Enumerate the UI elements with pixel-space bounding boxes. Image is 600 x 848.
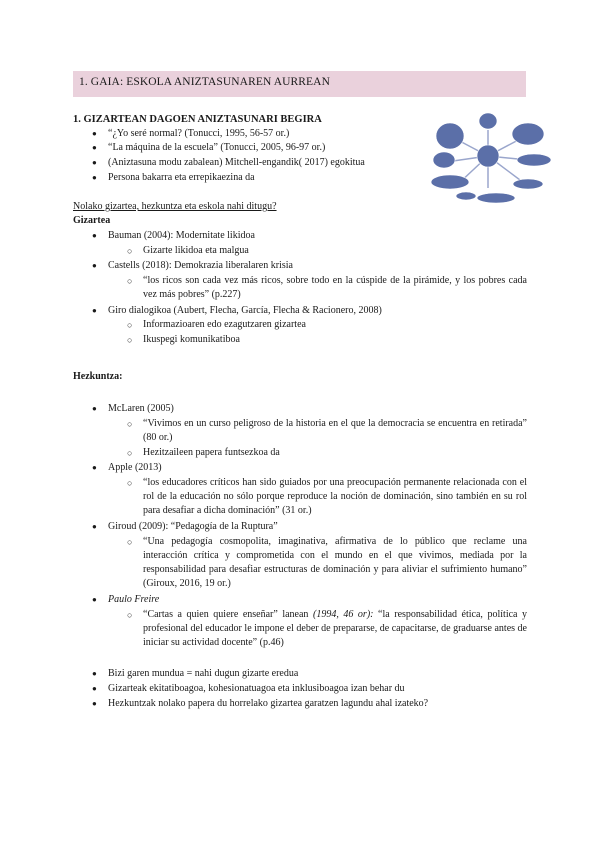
sub-list-item: ○ “los ricos son cada vez más ricos, sobre todo en la cúspide de la pirámide, y los pobres cada vez más pobres” (p.227) [143, 274, 527, 302]
sub-list-item [143, 608, 527, 650]
list-item: ● Castells (2018): Demokrazia liberalaren krisia [108, 259, 293, 273]
list-item: ● “La máquina de la escuela” (Tonucci, 2005, 96-97 or.) [108, 141, 325, 155]
list-item: ● Giroud (2009): “Pedagogía de la Ruptura” [108, 520, 278, 534]
chapter-banner: 1. GAIA: ESKOLA ANIZTASUNAREN AURREAN [73, 71, 526, 97]
list-item: ● Bizi garen mundua = nahi dugun gizarte eredua [108, 667, 298, 681]
diagram-center-node [477, 145, 499, 167]
hezkuntza-label: Hezkuntza: [73, 371, 123, 382]
list-item: ● Apple (2013) [108, 461, 162, 475]
list-item: ● Gizarteak ekitatiboagoa, kohesionatuagoa eta inklusiboagoa izan behar du [108, 682, 405, 696]
section-heading: 1. GIZARTEAN DAGOEN ANIZTASUNARI BEGIRA [73, 114, 322, 125]
freire-work: “Cartas a quien quiere enseñar” lanean [143, 609, 309, 620]
list-item: ● McLaren (2005) [108, 402, 174, 416]
sub-list-item: ○ Ikuspegi komunikatiboa [143, 333, 240, 347]
list-item: ● Persona bakarra eta errepikaezina da [108, 171, 255, 185]
list-item: ● (Aniztasuna modu zabalean) Mitchell-engandik( 2017) egokitua [108, 156, 365, 170]
diversity-diagram [424, 108, 552, 204]
freire-citation: (1994, 46 or): [313, 609, 374, 620]
list-item: ● Paulo Freire [108, 593, 159, 607]
list-item: ● Bauman (2004): Modernitate likidoa [108, 229, 255, 243]
list-item: ● “¿Yo seré normal? (Tonucci, 1995, 56-57 or.) [108, 127, 289, 141]
sub-list-item: ○ “los educadores críticos han sido guiados por una preocupación permanente relacionada con el rol de la educación no sólo porque reproduce la noción de dominación, sino también en su rol para desafiar a dicha dominación” (31 or.) [143, 476, 527, 518]
sub-list-item: ○ Gizarte likidoa eta malgua [143, 244, 249, 258]
freire-quote: “la responsabilidad ética, política y profesional del educador le impone el deber de prepararse, de capacitarse, de graduarse antes de iniciar su actividad docente” (p.46) [143, 609, 528, 648]
sub-list-item: ○ Informazioaren edo ezagutzaren gizartea [143, 318, 306, 332]
guiding-question: Nolako gizartea, hezkuntza eta eskola nahi ditugu? [73, 201, 277, 212]
list-item: ● Hezkuntzak nolako papera du horrelako gizartea garatzen lagundu ahal izateko? [108, 697, 428, 711]
sub-list-item: ○ “Una pedagogía cosmopolita, imaginativa, afirmativa de lo público que reclame una interacción crítica y comprometida con el mundo en el que vivimos, mediada por la responsabilidad para desafiar estructuras de dominación y para aliviar el sufrimiento humano” (Giroux, 2016, 19 or.) [143, 535, 527, 591]
gizartea-label: Gizartea [73, 215, 111, 226]
sub-list-item: ○ Hezitzaileen papera funtsezkoa da [143, 446, 280, 460]
sub-list-item: ○ “Vivimos en un curso peligroso de la historia en el que la democracia se encuentra en retirada” (80 or.) [143, 417, 527, 445]
list-item: ● Giro dialogikoa (Aubert, Flecha, García, Flecha & Racionero, 2008) [108, 304, 382, 318]
